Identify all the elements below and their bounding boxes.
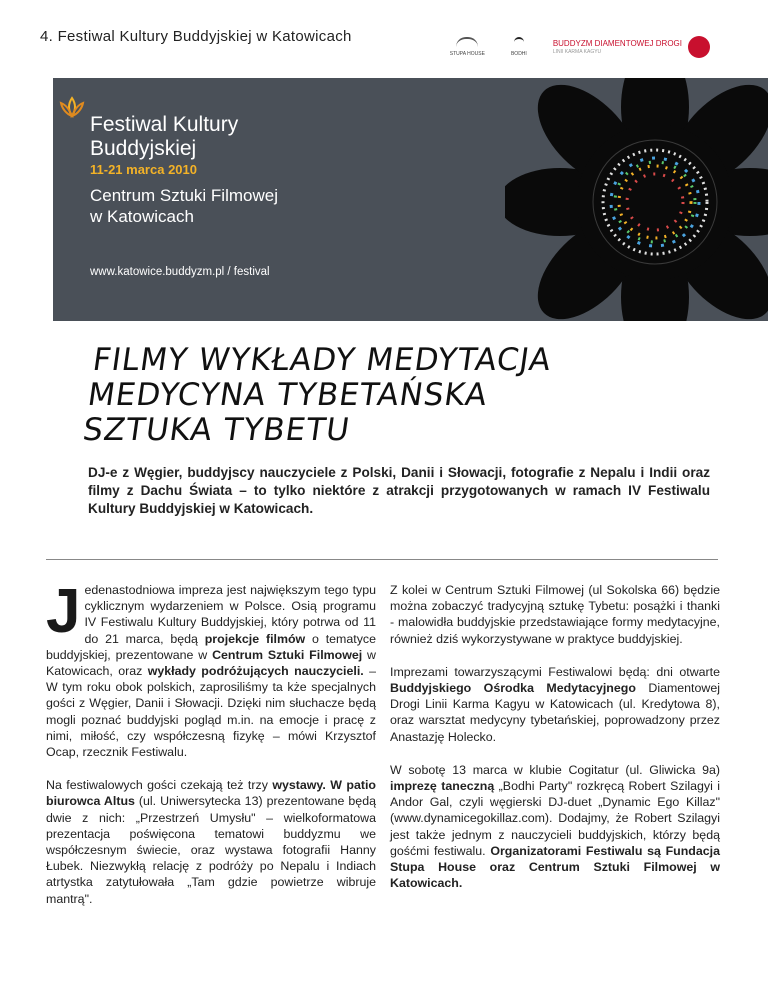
headline-line1: FILMY WYKŁADY MEDYTACJA (90, 342, 554, 378)
buddyzm-circle-icon (688, 36, 710, 58)
venue-line2: w Katowicach (90, 207, 194, 226)
highlight: wystawy. W patio biurowca Altus (46, 778, 377, 809)
text: edenastodniowa impreza jest największym tego typu cyklicznym wydarzeniem w Polsce. Osią programu IV Festiwalu Kultury Buddyjskiej, który potrwa od 11 do 21 marca, będą (84, 583, 376, 646)
lotus-icon (57, 96, 87, 120)
article-paragraph-3: Z kolei w Centrum Sztuki Filmowej (ul Sokolska 66) będzie można zobaczyć tradycyjną sztukę Tybetu: posążki i thanki - malowidła buddyjskie przedstawiające formy medytacyjne, również dziś wykorzystywane w praktyce buddyjskiej. (390, 583, 720, 646)
highlight: imprezę taneczną (390, 779, 495, 794)
festival-dates: 11-21 marca 2010 (90, 162, 197, 177)
article-paragraph-2 (46, 777, 376, 907)
buddyzm-logo-subtext: LINII KARMA KAGYU (552, 48, 602, 55)
running-title: 4. Festiwal Kultury Buddyjskiej w Katowicach (40, 28, 352, 45)
venue-line1: Centrum Sztuki Filmowej (90, 186, 278, 205)
divider (46, 559, 718, 560)
buddyzm-logo-text: BUDDYZM DIAMENTOWEJ DROGI (552, 38, 682, 48)
text: „Bodhi Party" rozkręcą Robert Szilagyi i Andor Gal, czyli węgierski DJ-duet „Dynamic Ego Killaz" (www.dynamicegokillaz.com). Dodajmy, że Robert Szilagyi jest także jednym z nauczycieli buddyjskich, którzy będą gośćmi festiwalu. (390, 779, 720, 858)
festival-title-line1: Festiwal Kultury (90, 113, 239, 136)
dropcap: J (46, 577, 81, 646)
text: o tematyce buddyjskiej, prezentowane w (46, 631, 376, 662)
text: – W tym roku obok polskich, zaprosiliśmy ta kże specjalnych gości z Węgier, Danii i Słowacji. Dzięki nim słuchacze będą mogli poznać buddyjski pogląd m.in. na emocje i pracę z nimi, miłość, czy współczesną fizykę – mówi Krzysztof Ocap, rzecznik Festiwalu. (46, 664, 376, 760)
highlight: wykłady podróżujących nauczycieli. (147, 664, 364, 679)
stupa-house-logo-text: STUPA HOUSE (449, 51, 485, 57)
festival-banner (53, 78, 768, 321)
buddyzm-logo (553, 36, 710, 58)
bodhi-logo (511, 37, 527, 57)
text: Na festiwalowych gości czekają też trzy (46, 778, 273, 793)
highlight: projekcje filmów (204, 631, 306, 646)
black-flower-graphic (505, 78, 768, 321)
stupa-house-logo (450, 37, 485, 57)
bodhi-logo-text: BODHI (510, 51, 527, 57)
article-paragraph-4 (390, 664, 720, 745)
article-column-left (46, 577, 377, 924)
sponsor-logos (450, 36, 710, 58)
headline-line3: SZTUKA TYBETU (80, 412, 353, 448)
text: W sobotę 13 marca w klubie Cogitatur (ul. Gliwicka 9a) (390, 762, 720, 777)
festival-url: www.katowice.buddyzm.pl / festival (90, 266, 270, 278)
text: Imprezami towarzyszącymi Festiwalowi będą: dni otwarte (390, 664, 720, 679)
lead-paragraph: DJ-e z Węgier, buddyjscy nauczyciele z Polski, Danii i Słowacji, fotografie z Nepalu i Indii oraz filmy z Dachu Świata – to tylko niektóre z atrakcji przygotowanych w ramach IV Festiwalu Kultury Buddyjskiej w Katowicach. (88, 465, 710, 516)
article-paragraph-1 (46, 577, 376, 760)
article-paragraph-5 (390, 762, 720, 892)
highlight: Centrum Sztuki Filmowej (212, 647, 363, 662)
text: (ul. Uniwersytecka 13) prezentowane będą dwie z nich: „Przestrzeń Umysłu" – wielkoformatowa prezentacja poświęcona tematowi buddyzmu we współczesnym świecie, oraz wystawa fotografii Hanny Łubek. Niezwykłą relację z podróży po Nepalu i Indiach atrtystka zatytułowała „Tam gdzie powietrze wibruje mantrą". (46, 794, 376, 906)
article-column-right (390, 582, 720, 908)
headline-line2: MEDYCYNA TYBETAŃSKA (85, 377, 490, 413)
text: Diamentowej Drogi Linii Karma Kagyu w Katowicach (ul. Kredytowa 8), oraz warsztat medycyny tybetańskiej, poprowadzony przez Anastazję Holecko. (390, 681, 720, 744)
festival-title-line2: Buddyjskiej (90, 137, 197, 160)
highlight: Buddyjskiego Ośrodka Medytacyjnego (390, 681, 636, 696)
highlight: Organizatorami Festiwalu są Fundacja Stupa House oraz Centrum Sztuki Filmowej w Katowicach. (390, 843, 720, 891)
headline (81, 343, 616, 448)
venue (90, 185, 278, 227)
text: w Katowicach, oraz (46, 647, 376, 679)
festival-title (90, 113, 238, 161)
